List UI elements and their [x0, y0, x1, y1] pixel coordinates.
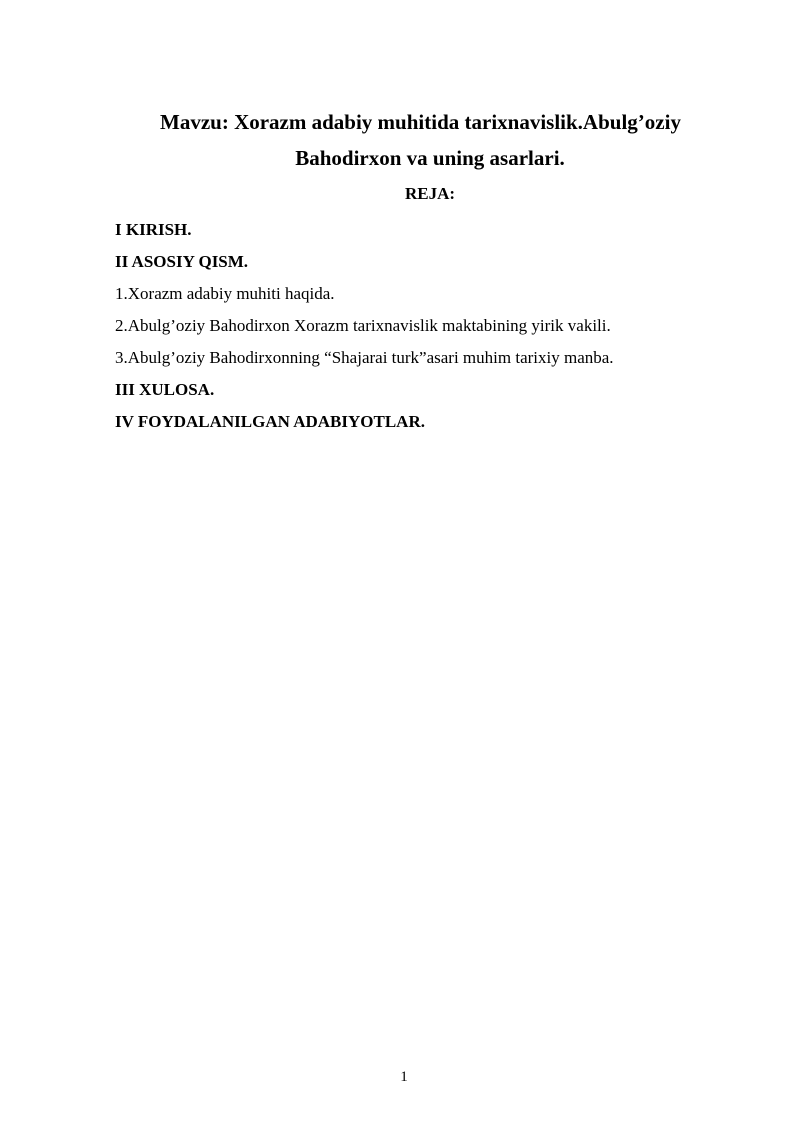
plan-item-subsection-1: 1.Xorazm adabiy muhiti haqida. [115, 284, 335, 303]
plan-item-main-part: II ASOSIY QISM. [115, 252, 249, 271]
document-title-line-1: Mavzu: Xorazm adabiy muhitida tarixnavislik.Abulg’oziy [160, 110, 681, 134]
document-title-line-2: Bahodirxon va uning asarlari. [295, 146, 565, 170]
plan-item-subsection-2: 2.Abulg’oziy Bahodirxon Xorazm tarixnavislik maktabining yirik vakili. [115, 316, 611, 335]
plan-item-conclusion: III XULOSA. [115, 380, 215, 399]
plan-item-intro: I KIRISH. [115, 220, 192, 239]
page-number: 1 [400, 1069, 408, 1085]
plan-heading: REJA: [404, 184, 456, 203]
plan-item-subsection-3: 3.Abulg’oziy Bahodirxonning “Shajarai turk”asari muhim tarixiy manba. [115, 348, 614, 367]
plan-item-references: IV FOYDALANILGAN ADABIYOTLAR. [115, 412, 425, 431]
